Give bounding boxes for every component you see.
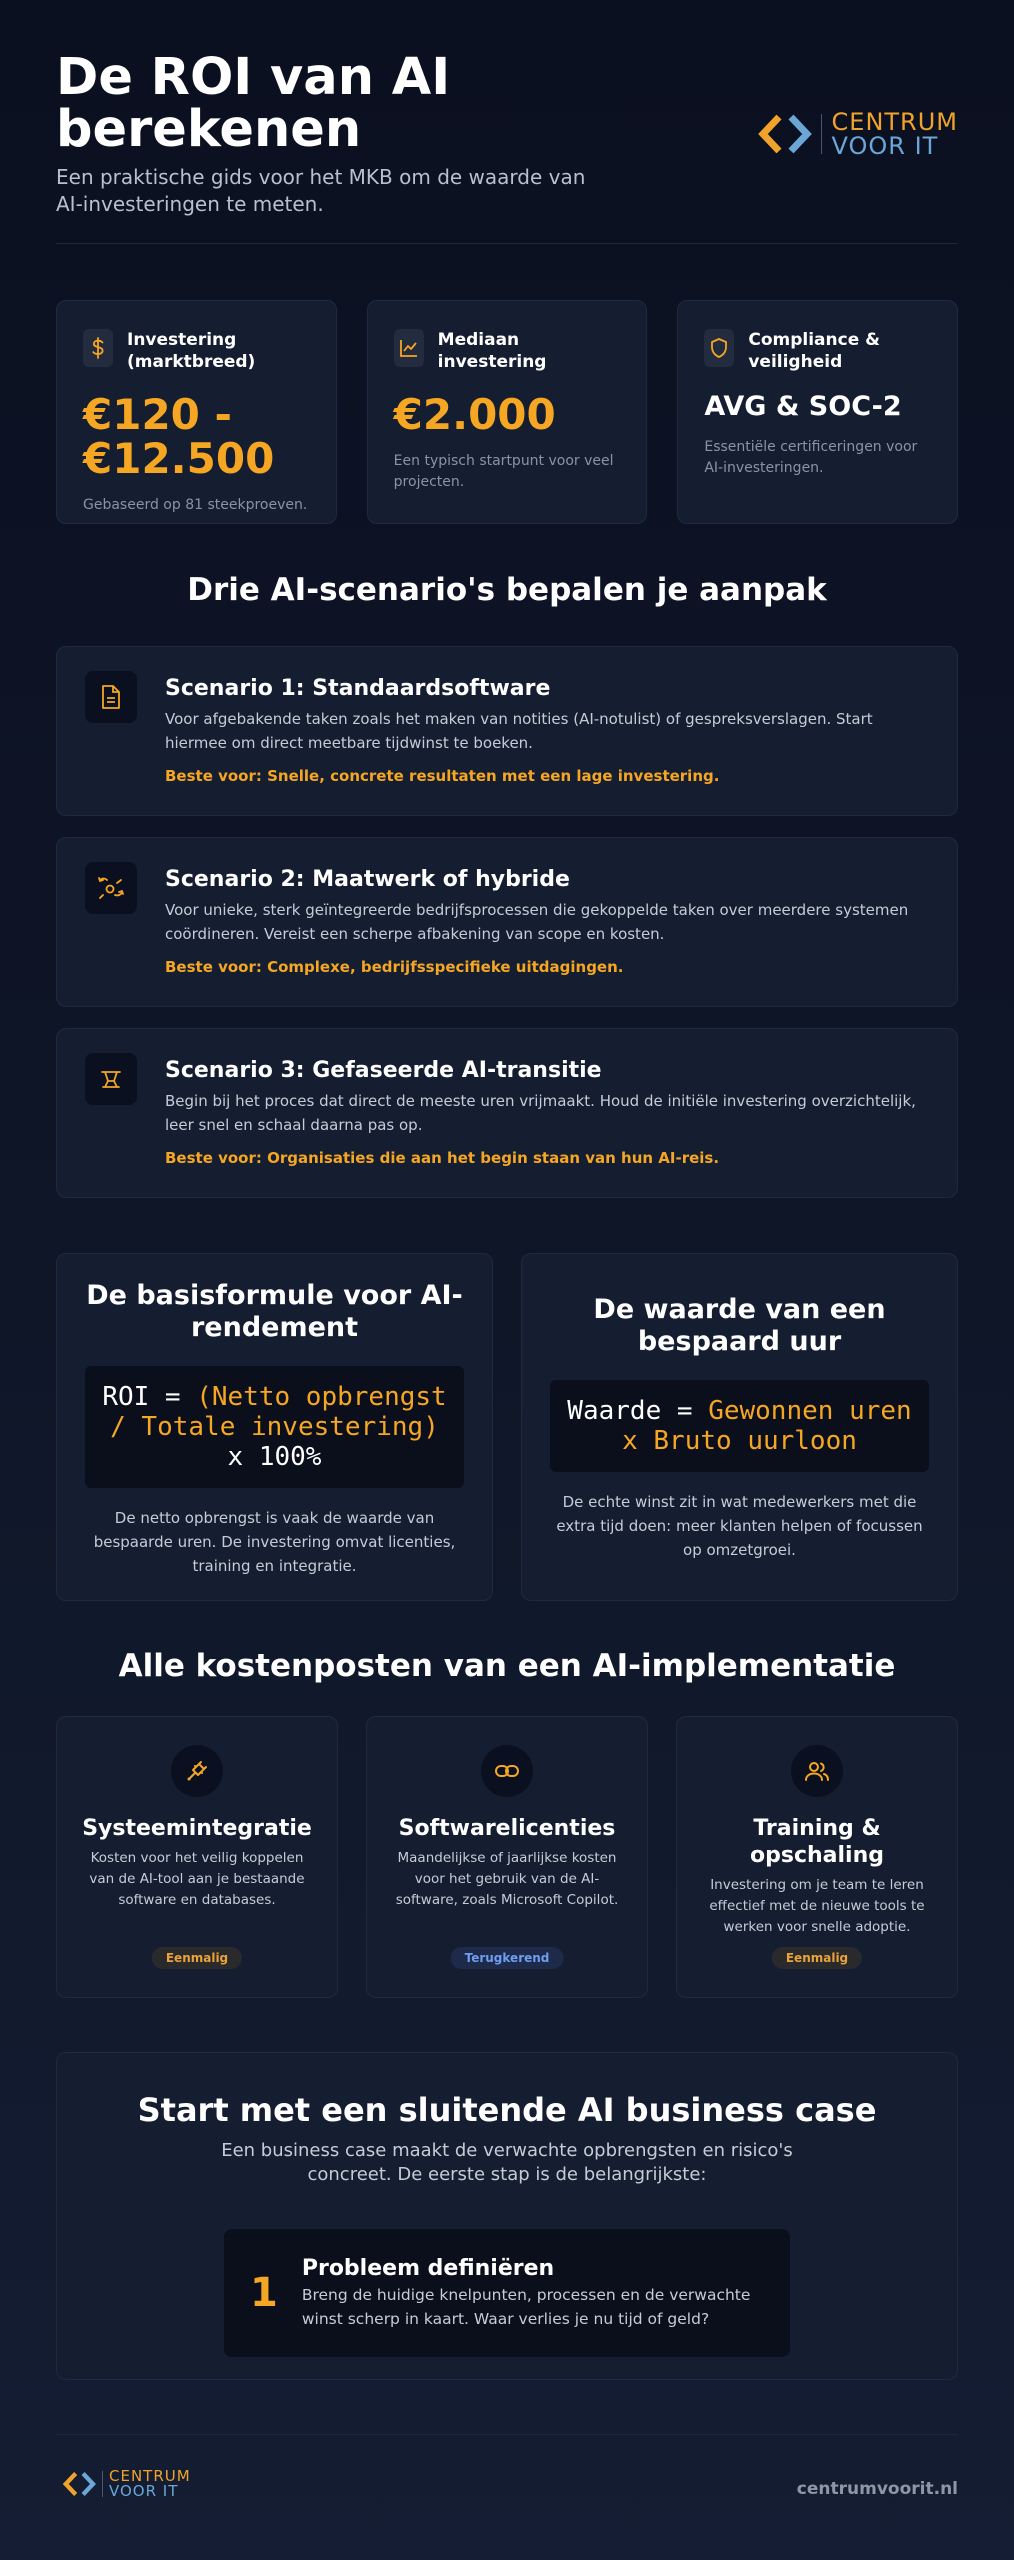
logo-chevrons-icon bbox=[757, 113, 815, 155]
formula-card-hour-value bbox=[521, 1253, 958, 1601]
footer bbox=[56, 2434, 958, 2524]
scenario-title: Scenario 2: Maatwerk of hybride bbox=[165, 867, 570, 892]
scenario-best-for: Beste voor: Complexe, bedrijfsspecifieke uitdagingen. bbox=[165, 958, 624, 976]
formula-code-highlight: Gewonnen uren x Bruto uurloon bbox=[622, 1396, 912, 1456]
workflow-icon bbox=[85, 862, 137, 914]
cost-title: Softwarelicenties bbox=[398, 1816, 616, 1841]
stat-value: €120 - €12.500 bbox=[83, 390, 275, 483]
cost-title: Systeemintegratie bbox=[82, 1816, 312, 1841]
logo-divider bbox=[102, 2471, 103, 2497]
business-case-section bbox=[56, 2052, 958, 2380]
puzzle-icon bbox=[171, 1745, 223, 1797]
scenario-card-1 bbox=[56, 646, 958, 816]
scenario-title: Scenario 3: Gefaseerde AI-transitie bbox=[165, 1058, 602, 1083]
logo[interactable] bbox=[757, 110, 958, 158]
logo-divider bbox=[821, 114, 822, 154]
cta-title: Start met een sluitende AI business case bbox=[137, 2091, 877, 2129]
transition-icon bbox=[85, 1053, 137, 1105]
logo-line1: CENTRUM bbox=[831, 108, 958, 136]
formula-code-tail: x 100% bbox=[227, 1442, 322, 1472]
stat-card-investment bbox=[56, 300, 337, 524]
logo-line2: VOOR IT bbox=[109, 2482, 179, 2500]
scenario-description: Begin bij het proces dat direct de meeste uren vrijmaakt. Houd de initiële investering overzichtelijk, leer snel en schaal daarna pas op. bbox=[165, 1092, 916, 1134]
stat-card-median bbox=[367, 300, 648, 524]
stat-label: Compliance & veiligheid bbox=[748, 330, 880, 372]
scenario-description: Voor afgebakende taken zoals het maken van notities (AI-notulist) of gespreksverslagen. Start hiermee om direct meetbare tijdwinst te boeken. bbox=[165, 710, 873, 752]
shield-icon bbox=[704, 329, 734, 367]
costs-heading: Alle kostenposten van een AI-implementatie bbox=[118, 1648, 896, 1684]
formula-title: De waarde van een bespaard uur bbox=[593, 1294, 886, 1357]
step-card bbox=[224, 2229, 790, 2357]
scenario-title: Scenario 1: Standaardsoftware bbox=[165, 676, 551, 701]
header bbox=[56, 48, 958, 244]
footer-logo[interactable] bbox=[62, 2469, 191, 2499]
stat-value: €2.000 bbox=[393, 390, 556, 439]
formula-code-highlight: (Netto opbrengst / Totale investering) bbox=[110, 1382, 447, 1442]
scenario-card-3 bbox=[56, 1028, 958, 1198]
formula-code bbox=[550, 1380, 929, 1472]
step-number: 1 bbox=[250, 2270, 278, 2316]
scenario-description: Voor unieke, sterk geïntegreerde bedrijfsprocessen die gekoppelde taken over meerdere systemen coördineren. Vereist een scherpe afbakening van scope en kosten. bbox=[165, 901, 909, 943]
formula-code-plain: Waarde = bbox=[567, 1396, 709, 1426]
cost-description: Investering om je team te leren effectief met de nieuwe tools te werken voor snelle adoptie. bbox=[709, 1877, 925, 1935]
cost-card-training bbox=[676, 1716, 958, 1998]
users-icon bbox=[791, 1745, 843, 1797]
logo-wordmark bbox=[832, 110, 958, 158]
logo-line1: CENTRUM bbox=[109, 2467, 191, 2485]
formula-title: De basisformule voor AI-rendement bbox=[86, 1280, 463, 1343]
scenario-best-for: Beste voor: Snelle, concrete resultaten met een lage investering. bbox=[165, 767, 720, 785]
stat-note: Gebaseerd op 81 steekproeven. bbox=[83, 497, 308, 513]
logo-chevrons-icon bbox=[62, 2471, 98, 2497]
cta-subtitle: Een business case maakt de verwachte opbrengsten en risico's concreet. De eerste stap is de belangrijkste: bbox=[221, 2140, 793, 2185]
document-icon bbox=[85, 671, 137, 723]
formula-description: De netto opbrengst is vaak de waarde van bespaarde uren. De investering omvat licenties, training en integratie. bbox=[93, 1509, 456, 1575]
logo-wordmark bbox=[109, 2469, 191, 2499]
cost-title: Training & opschaling bbox=[750, 1816, 884, 1868]
page-subtitle: Een praktische gids voor het MKB om de waarde van AI-investeringen te meten. bbox=[56, 165, 586, 216]
cost-badge: Terugkerend bbox=[451, 1947, 564, 1969]
cost-badge: Eenmalig bbox=[152, 1947, 242, 1969]
stat-label: Investering (marktbreed) bbox=[127, 330, 256, 372]
footer-website-link[interactable]: centrumvoorit.nl bbox=[796, 2479, 958, 2499]
stat-label: Mediaan investering bbox=[437, 330, 547, 372]
cost-card-licenses bbox=[366, 1716, 648, 1998]
stats-row bbox=[56, 300, 958, 524]
chart-icon bbox=[394, 329, 424, 367]
link-icon bbox=[481, 1745, 533, 1797]
stat-note: Een typisch startpunt voor veel projecten. bbox=[393, 453, 614, 490]
stat-card-compliance bbox=[677, 300, 958, 524]
logo-line2: VOOR IT bbox=[831, 132, 939, 160]
scenario-card-2 bbox=[56, 837, 958, 1007]
cost-badge: Eenmalig bbox=[772, 1947, 862, 1969]
cost-description: Maandelijkse of jaarlijkse kosten voor het gebruik van de AI-software, zoals Microsoft Copilot. bbox=[395, 1850, 619, 1908]
step-description: Breng de huidige knelpunten, processen en de verwachte winst scherp in kaart. Waar verlies je nu tijd of geld? bbox=[301, 2286, 751, 2328]
step-title: Probleem definiëren bbox=[301, 2256, 555, 2281]
cost-description: Kosten voor het veilig koppelen van de AI-tool aan je bestaande software en databases. bbox=[89, 1850, 305, 1908]
formula-code bbox=[85, 1366, 464, 1488]
formula-description: De echte winst zit in wat medewerkers met die extra tijd doen: meer klanten helpen of focussen op omzetgroei. bbox=[556, 1493, 923, 1559]
scenario-best-for: Beste voor: Organisaties die aan het begin staan van hun AI-reis. bbox=[165, 1149, 720, 1167]
dollar-icon bbox=[83, 329, 113, 367]
stat-value: AVG & SOC-2 bbox=[704, 391, 902, 422]
cost-card-integration bbox=[56, 1716, 338, 1998]
scenarios-heading: Drie AI-scenario's bepalen je aanpak bbox=[187, 572, 827, 608]
formula-card-roi bbox=[56, 1253, 493, 1601]
stat-note: Essentiële certificeringen voor AI-investeringen. bbox=[704, 439, 918, 476]
costs-row bbox=[56, 1716, 958, 1998]
formula-code-plain: ROI = bbox=[102, 1382, 197, 1412]
page-title: De ROI van AI berekenen bbox=[56, 48, 451, 159]
